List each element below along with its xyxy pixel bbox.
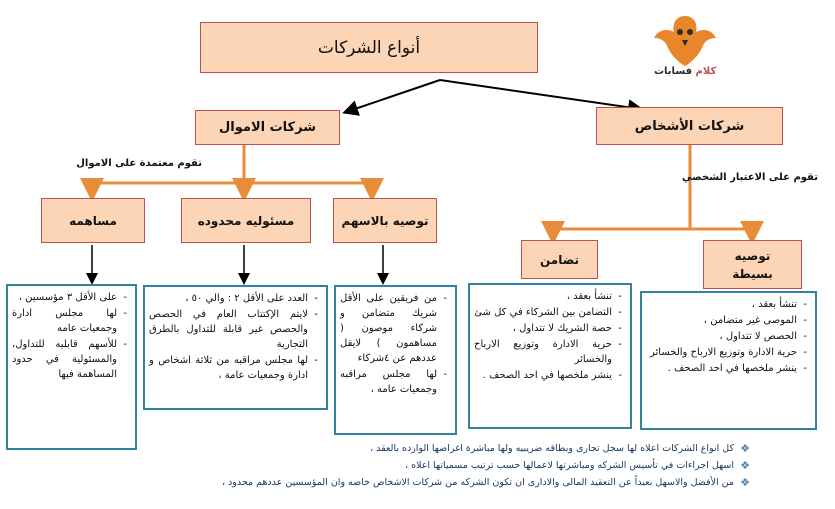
- type-simple-partnership: توصيه بسيطة: [703, 240, 802, 289]
- panel-simple-partnership: [640, 291, 817, 430]
- type-share-partnership: توصيه بالاسهم: [333, 198, 437, 243]
- list-item: - تنشأ بعقد ،: [474, 289, 612, 304]
- panel-joint-stock: [6, 284, 137, 450]
- panel-share-partnership: [334, 285, 457, 435]
- list-item: - تنشأ بعقد ،: [646, 297, 797, 312]
- star-bullet-icon: ❖: [740, 459, 750, 472]
- list-item: - لها مجلس مراقبه وجمعيات عامه ،: [340, 367, 437, 397]
- list-item: - حرية الادارة وتوزيع الارباح والخسائر: [474, 337, 612, 367]
- branch-capital: شركات الاموال: [195, 110, 340, 145]
- list-item: - لايتم الإكتتاب العام في الحصص والحصص غير قابلة للتداول بالطرق التجارية: [149, 307, 308, 352]
- type-general-partnership: تضامن: [521, 240, 598, 279]
- star-bullet-icon: ❖: [740, 442, 750, 455]
- list-item: - حرية الادارة وتوزيع الارباح والخسائر: [646, 345, 797, 360]
- note-item: [100, 474, 750, 491]
- star-bullet-icon: ❖: [740, 476, 750, 489]
- list-item: - للأسهم قابليه للتداول، والمسئولية في حدود المساهمة فيها: [12, 337, 117, 382]
- list-item: - الموصى غير متضامن ،: [646, 313, 797, 328]
- note-item: [100, 440, 750, 457]
- capital-basis: تقوم معتمدة على الاموال: [76, 158, 202, 169]
- note-text: من الأفضل والاسهل بعيداً عن التعقيد المالى والادارى ان تكون الشركه من شركات الاشخاص خاصه وان المؤسسين عددهم محدود ،: [221, 477, 734, 488]
- list-item: - لها مجلس ادارة وجمعيات عامه: [12, 306, 117, 336]
- panel-limited-liability: [143, 285, 328, 410]
- branch-persons: شركات الأشخاص: [596, 107, 783, 145]
- type-limited-liability: مسئوليه محدوده: [181, 198, 311, 243]
- list-item: - ينشر ملخصها في احد الصحف .: [474, 368, 612, 383]
- list-item: - من فريقين على الأقل شريك متضامن و شركاء موصون ( مساهمون ) لايقل عددهم عن ٤شركاء: [340, 291, 437, 366]
- list-item: - على الأقل ٣ مؤسسين ،: [12, 290, 117, 305]
- page-title: أنواع الشركات: [200, 22, 538, 73]
- list-item: - حصة الشريك لا تتداول ،: [474, 321, 612, 336]
- logo-brand: كلام: [695, 66, 717, 77]
- arrow-to-persons: [440, 80, 640, 109]
- logo-name: فسابات: [654, 66, 693, 77]
- persons-tree: [553, 145, 690, 239]
- arrow-to-capital: [346, 80, 440, 112]
- note-item: [100, 457, 750, 474]
- list-item: - العدد على الأقل ٢ : والي ٥٠ ،: [149, 291, 308, 306]
- list-item: - ينشر ملخصها في احد الصحف .: [646, 361, 797, 376]
- list-item: - التضامن بين الشركاء في كل شئ: [474, 305, 612, 320]
- panel-general-partnership: [468, 283, 632, 429]
- list-item: - الحصص لا تتداول ،: [646, 329, 797, 344]
- persons-basis: تقوم على الاعتبار الشخصي: [682, 172, 818, 183]
- note-text: كل انواع الشركات اعلاه لها سجل تجارى وبطاقه ضريبيه ولها مباشرة اغراضها الوارده بالعقد ،: [370, 443, 734, 454]
- notes-list: [100, 440, 750, 491]
- note-text: اسهل اجراءات في تأسيس الشركه ومباشرتها لاعمالها حسب ترتيب مسمياتها اعلاه ،: [405, 460, 734, 471]
- type-joint-stock: مساهمه: [41, 198, 145, 243]
- brand-logo-icon: [650, 12, 720, 72]
- list-item: - لها مجلس مراقبه من ثلاثة اشخاص و ادارة وجمعيات عامة ،: [149, 353, 308, 383]
- logo-text: [654, 66, 716, 77]
